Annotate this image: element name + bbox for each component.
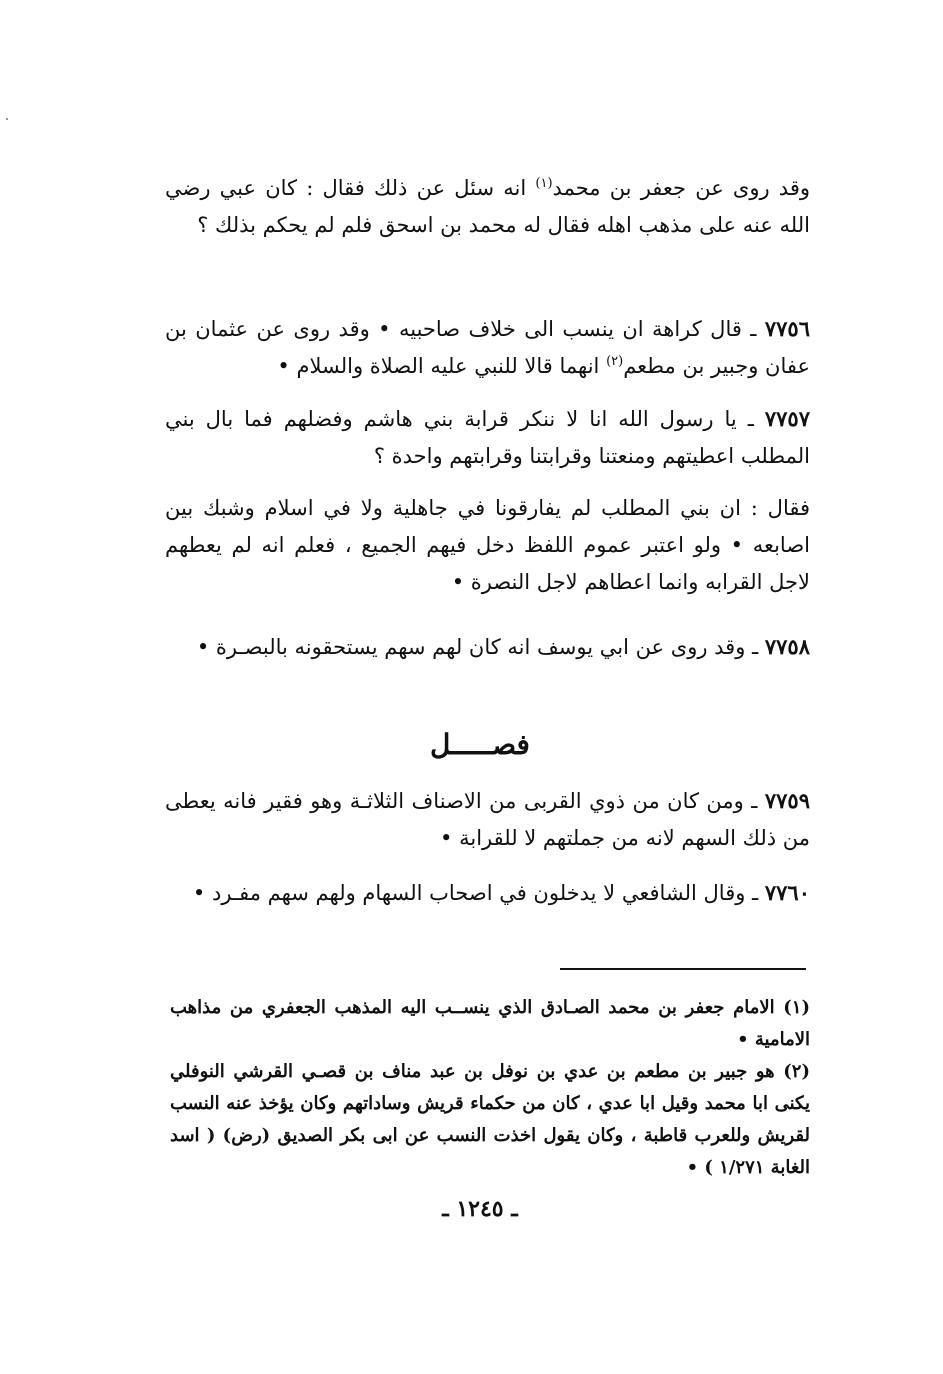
paragraph-number: ٧٧٥٦ bbox=[764, 316, 810, 341]
paragraph-7756 bbox=[165, 310, 810, 385]
paragraph-7760 bbox=[165, 874, 810, 912]
paragraph-text: ـ يا رسول الله انا لا ننكر قرابة بني هاشم وفضلهم فما بال بني المطلب اعطيتهم ومنعتنا وقرابتنا وقرابتهم واحدة ؟ bbox=[165, 407, 810, 468]
footnote-2: (٢) هو جبير بن مطعم بن عدي بن نوفل بن عبد مناف بن قصـي القرشي النوفلي يكنى ابا محمد وقيل ابا عدي ، كان من حكماء قريش وساداتهم وكان يؤخذ عنه النسب لقريش وللعرب قاطبة ، وكان يقول اخذت النسب عن ابى بكر الصديق (رض) ( اسد الغابة ١/٢٧١ ) • bbox=[170, 1061, 810, 1178]
paragraph-number: ٧٧٦٠ bbox=[764, 880, 810, 905]
footnote-ref-1: (١) bbox=[535, 176, 553, 191]
footnote-separator bbox=[560, 968, 806, 970]
paragraph-text: ـ وقال الشافعي لا يدخلون في اصحاب السهام ولهم سهم مفـرد • bbox=[192, 881, 765, 905]
paragraph-text: فقال : ان بني المطلب لم يفارقونا في جاهلية ولا في اسلام وشبك بين اصابعه • ولو اعتبر عموم اللفظ دخل فيهم الجميع ، فعلم انه لم يعطهم لاجل القرابه وانما اعطاهم لاجل النصرة • bbox=[165, 496, 810, 594]
paragraph-number: ٧٧٥٧ bbox=[764, 406, 810, 431]
paragraph-number: ٧٧٥٩ bbox=[764, 788, 810, 813]
footnote-1: (١) الامام جعفر بن محمد الصـادق الذي ينســب اليه المذهب الجعفري من مذاهب الامامية • bbox=[170, 997, 810, 1050]
paragraph-text: ـ وقد روى عن ابي يوسف انه كان لهم سهم يستحقونه بالبصـرة • bbox=[196, 635, 765, 659]
page-number: ـ ١٢٤٥ ـ bbox=[442, 1196, 518, 1222]
paragraph-text: ـ قال كراهة ان ينسب الى خلاف صاحبيه • وقد روى عن عثمان بن عفان وجبير بن مطعم bbox=[165, 317, 810, 378]
footnote-ref-2: (٢) bbox=[606, 354, 624, 369]
paragraph-intro bbox=[165, 170, 810, 244]
paragraph-7758 bbox=[165, 628, 810, 666]
paragraph-text: انهما قالا للنبي عليه الصلاة والسلام • bbox=[277, 354, 607, 378]
scan-speck bbox=[6, 118, 8, 120]
paragraph-text: انه سئل عن ذلك فقال : كان عبي رضي الله عنه على مذهب اهله فقال له محمد بن اسحق فلم لم يحكم بذلك ؟ bbox=[165, 176, 810, 237]
paragraph-text: وقد روى عن جعفر بن محمد bbox=[552, 176, 810, 200]
paragraph-7759 bbox=[165, 782, 810, 857]
paragraph-7757 bbox=[165, 400, 810, 475]
paragraph-reply bbox=[165, 490, 810, 601]
paragraph-number: ٧٧٥٨ bbox=[764, 634, 810, 659]
section-heading: فصـــــل bbox=[430, 728, 530, 761]
paragraph-text: ـ ومن كان من ذوي القربى من الاصناف الثلاثـة وهو فقير فانه يعطى من ذلك السهم لانه من جملتهم لا للقرابة • bbox=[165, 789, 810, 850]
